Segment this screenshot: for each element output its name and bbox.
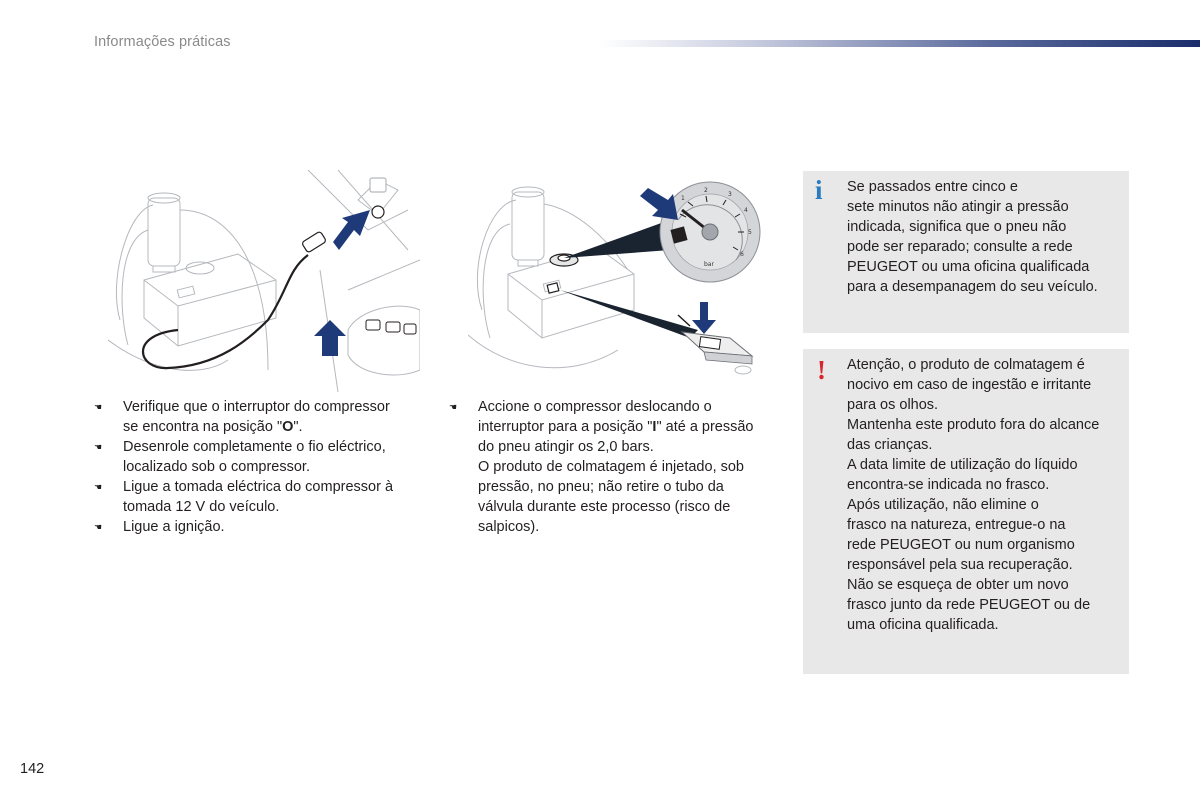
step-line: Desenrole completamente o fio eléctrico, (123, 439, 386, 455)
warning-line: nocivo em caso de ingestão e irritante (847, 377, 1092, 393)
step-line: válvula durante este processo (risco de (478, 499, 731, 515)
info-line: PEUGEOT ou uma oficina qualificada (847, 259, 1090, 275)
warning-line: frasco junto da rede PEUGEOT ou de (847, 597, 1091, 613)
step-item (94, 517, 424, 537)
warning-line: para os olhos. (847, 397, 939, 413)
compressor-gauge-illustration (468, 170, 770, 392)
header-gradient-bar (600, 40, 1200, 47)
gauge-unit-label: bar (704, 261, 714, 268)
info-line: para a desempanagem do seu veículo. (847, 279, 1098, 295)
info-line: Se passados entre cinco e (847, 179, 1018, 195)
bullet-icon: ☚ (94, 482, 103, 492)
info-line: indicada, significa que o pneu não (847, 219, 1067, 235)
warning-icon: ! (817, 355, 826, 385)
gauge-tick-label: 1 (681, 195, 685, 202)
gauge-tick-label: 6 (740, 251, 744, 258)
step-line: do pneu atingir os 2,0 bars. (478, 439, 654, 455)
warning-line: Mantenha este produto fora do alcance (847, 417, 1100, 433)
step-line: Ligue a ignição. (123, 519, 225, 535)
step-line: Verifique que o interruptor do compressor (123, 399, 390, 415)
warning-line: encontra-se indicada no frasco. (847, 477, 1050, 493)
steps-list-right (449, 397, 784, 537)
info-box (803, 171, 1129, 333)
gauge-tick-label: 3 (728, 191, 732, 198)
bullet-icon: ☚ (94, 442, 103, 452)
warning-line: frasco na natureza, entregue-o na (847, 517, 1066, 533)
step-line: Accione o compressor deslocando o (478, 399, 712, 415)
warning-text (847, 355, 1121, 635)
step-item (94, 397, 424, 437)
step-item (449, 397, 784, 537)
bullet-icon: ☚ (449, 402, 458, 412)
warning-line: rede PEUGEOT ou num organismo (847, 537, 1075, 553)
step-line: O produto de colmatagem é injetado, sob (478, 459, 744, 475)
step-line: tomada 12 V do veículo. (123, 499, 280, 515)
step-line: localizado sob o compressor. (123, 459, 310, 475)
warning-line: responsável pela sua recuperação. (847, 557, 1073, 573)
step-line: Ligue a tomada eléctrica do compressor à (123, 479, 394, 495)
step-item (94, 437, 424, 477)
gauge-tick-label: 5 (748, 229, 752, 236)
bullet-icon: ☚ (94, 522, 103, 532)
step-line: interruptor para a posição "I" até a pressão (478, 419, 754, 435)
info-icon: i (815, 175, 823, 205)
warning-line: A data limite de utilização do líquido (847, 457, 1078, 473)
gauge-tick-label: 4 (744, 207, 748, 214)
warning-line: Atenção, o produto de colmatagem é (847, 357, 1085, 373)
step-item (94, 477, 424, 517)
compressor-plug-illustration (108, 170, 420, 392)
page-number: 142 (20, 761, 45, 777)
step-line: pressão, no pneu; não retire o tubo da (478, 479, 724, 495)
info-text (847, 177, 1121, 297)
step-line: salpicos). (478, 519, 540, 535)
step-line: se encontra na posição "O". (123, 419, 303, 435)
gauge-tick-label: 2 (704, 187, 708, 194)
bullet-icon: ☚ (94, 402, 103, 412)
steps-list-left (94, 397, 424, 537)
warning-line: uma oficina qualificada. (847, 617, 999, 633)
warning-box (803, 349, 1129, 674)
section-title: Informações práticas (94, 34, 231, 50)
warning-line: das crianças. (847, 437, 933, 453)
info-line: sete minutos não atingir a pressão (847, 199, 1069, 215)
info-line: pode ser reparado; consulte a rede (847, 239, 1073, 255)
warning-line: Após utilização, não elimine o (847, 497, 1039, 513)
warning-line: Não se esqueça de obter um novo (847, 577, 1069, 593)
